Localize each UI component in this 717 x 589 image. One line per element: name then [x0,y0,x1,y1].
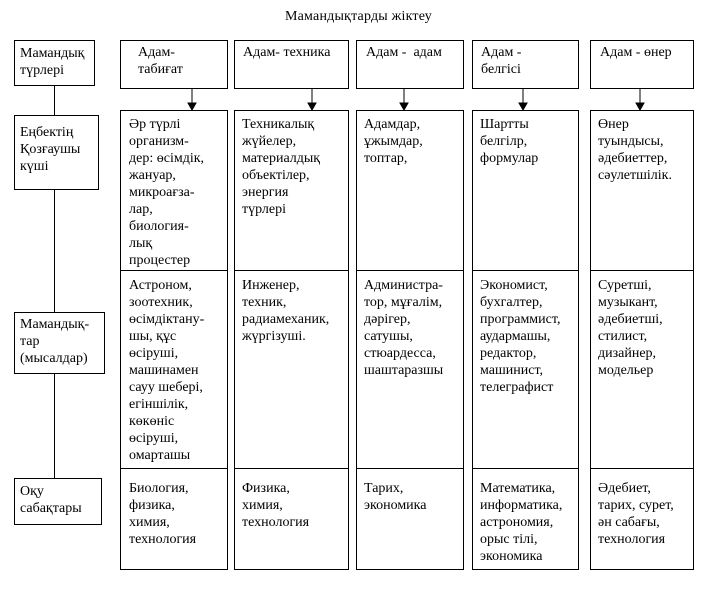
column-human-force: Адамдар, ұжымдар, топтар, [364,117,423,166]
column-header-nature: Адам- табиғат [138,45,183,77]
row-divider [356,468,464,469]
column-header-technics: Адам- техника [243,45,331,60]
column-human-professions: Администра- тор, мұғалім, дәрігер, сатушы, стюардесса, шаштаразшы [364,278,444,378]
column-art-professions: Суретші, музыкант, әдебиетші, стилист, дизайнер, модельер [598,278,663,378]
row-divider [590,270,694,271]
row-label-force: Еңбектің Қозғаушы күші [20,125,81,174]
row-divider [120,270,228,271]
column-technics-professions: Инженер, техник, радиамеханик, жүргізуші. [242,278,330,344]
column-nature-force: Әр түрлі организм- дер: өсімдік, жануар, микроағза- лар, биология- лық процестер [129,117,205,268]
column-human-subjects: Тарих, экономика [364,481,427,513]
row-divider [234,270,349,271]
column-sign-subjects: Математика, информатика, астрономия, орыс тілі, экономика [480,481,563,564]
arrow-head [519,103,527,110]
column-header-sign: Адам - белгісі [481,45,522,77]
row-divider [472,468,579,469]
row-divider [234,468,349,469]
column-technics-force: Техникалық жүйелер, материалдық объектілер, энергия түрлері [242,117,321,217]
row-label-types: Мамандық түрлері [20,46,85,78]
column-technics-subjects: Физика, химия, технология [242,481,310,530]
row-divider [356,270,464,271]
column-sign-professions: Экономист, бухгалтер, программист, аудармашы, редактор, машинист, телеграфист [480,278,561,395]
row-divider [472,270,579,271]
column-sign-force: Шартты белгілр, формулар [480,117,539,166]
column-art-subjects: Әдебиет, тарих, сурет, ән сабағы, технология [598,481,674,547]
arrow-head [636,103,644,110]
row-label-professions: Мамандық- тар (мысалдар) [20,317,90,366]
column-nature-professions: Астроном, зоотехник, өсімдіктану- шы, құс өсіруші, машинамен сауу шебері, егіншілік, көкөніс өсіруші, омарташы [129,278,205,463]
diagram-title: Мамандықтарды жіктеу [285,9,432,24]
column-header-art: Адам - өнер [600,45,672,60]
arrow-head [400,103,408,110]
arrow-head [188,103,196,110]
row-label-subjects: Оқу сабақтары [20,484,82,516]
row-divider [590,468,694,469]
column-art-force: Өнер туындысы, әдебиеттер, сәулетшілік. [598,117,672,183]
row-divider [120,468,228,469]
arrow-head [308,103,316,110]
column-header-human: Адам - адам [366,45,442,60]
column-nature-subjects: Биология, физика, химия, технология [129,481,197,547]
